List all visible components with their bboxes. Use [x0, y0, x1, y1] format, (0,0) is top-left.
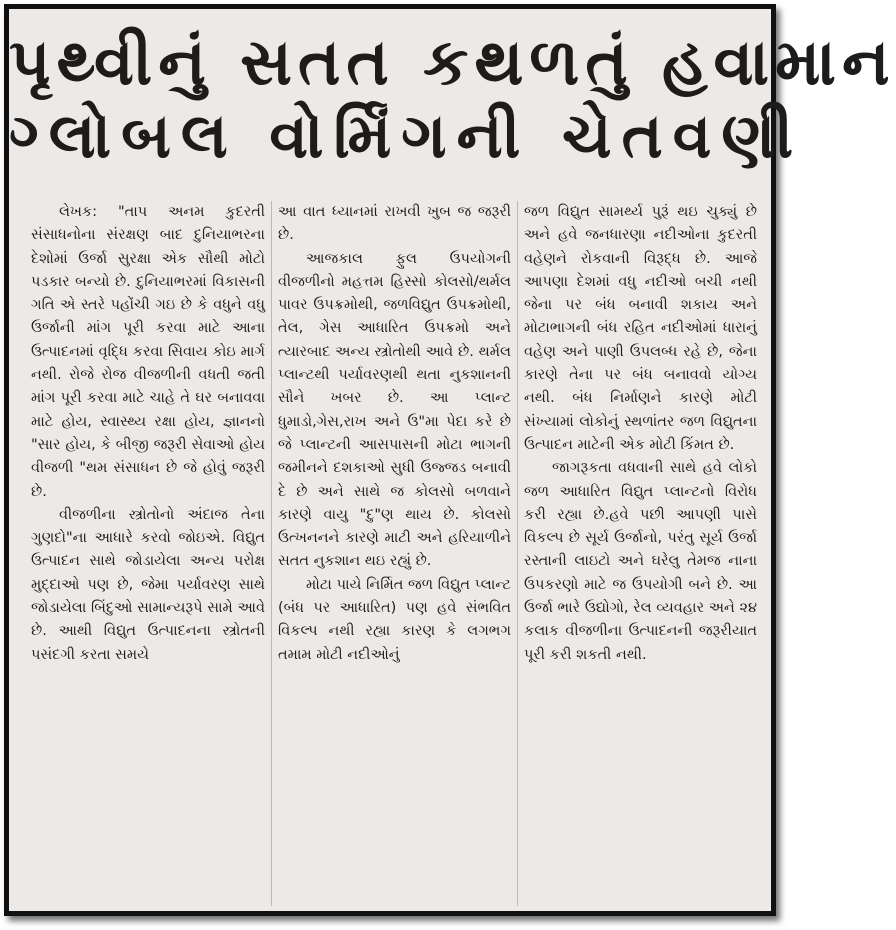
- paragraph: મોટા પાયે નિર્મિત જળ વિદ્યુત પ્લાન્ટ (બંધ પર આધારિત) પણ હવે સંભવિત વિકલ્પ નથી રહ્યા કારણ કે લગભગ તમામ મોટી નદીઓનું: [278, 576, 511, 663]
- paragraph: આ વાત ધ્યાનમાં રાખવી ખુબ જ જરૂરી છે.: [278, 204, 511, 244]
- headline-line-2: ગ્લોબલ વોર્મિંગની ચેતવણી: [9, 99, 804, 172]
- paragraph: જાગરૂકતા વધવાની સાથે હવે લોકો જળ આધારિત વિદ્યુત પ્લાન્ટનો વિરોધ કરી રહ્યા છે.હવે પછી આપણી પાસે વિકલ્પ છે સૂર્ય ઉર્જાનો, પરંતુ સૂર્ય ઉર્જા રસ્તાની લાઇટો અને ઘરેલુ તેમજ નાના ઉપકરણો માટે જ ઉપયોગી બને છે. આ ઉર્જા ભારે ઉદ્યોગો, રેલ વ્યવહાર અને ૨૪ કલાક વીજળીના ઉત્પાદનની જરૂરીયાત પૂરી કરી શકતી નથી.: [524, 460, 757, 663]
- paragraph: લેખક: "તાપ અનમ કુદરતી સંસાધનોના સંરક્ષણ બાદ દુનિયાભરના દેશોમાં ઉર્જા સુરક્ષા એક સૌથી મોટો પડકાર બન્યો છે. દુનિયાભરમાં વિકાસની ગતિ એ સ્તરે પહોંચી ગઇ છે કે વધુને વધુ ઉર્જાની માંગ પૂરી કરવા માટે આના ઉત્પાદનમાં વૃદ્ધિ કરવા સિવાય કોઇ માર્ગ નથી. રોજે રોજ વીજળીની વધતી જતી માંગ પૂરી કરવા માટે ચાહે તે ઘર બનાવવા માટે હોય, સ્વાસ્થ્ય રક્ષા હોય, જ્ઞાનનો "સાર હોય, કે બીજી જરૂરી સેવાઓ હોય વીજળી "થમ સંસાધન છે જે હોવું જરૂરી છે.: [31, 204, 265, 500]
- paragraph: વીજળીના સ્ત્રોતોનો અંદાજ તેના ગુણદો"ના આધારે કરવો જોઇએ. વિદ્યુત ઉત્પાદન સાથે જોડાયેલા અન્ય પરોક્ષ મુદ્દાઓ પણ છે, જેમા પર્યાવરણ સાથે જોડાયેલા બિંદુઓ સામાન્યરૂપે સામે આવે છે. આથી વિદ્યુત ઉત્પાદનના સ્ત્રોતની પસંદગી કરતા સમયે: [31, 506, 265, 663]
- paragraph: જળ વિદ્યુત સામર્થ્ય પુરૂં થઇ ચુક્યું છે અને હવે જનધારણા નદીઓના કુદરતી વહેણને રોકવાની વિરૂદ્ધ છે. આજે આપણા દેશમાં વધુ નદીઓ બચી નથી જેના પર બંધ બનાવી શકાય અને મોટાભાગની બંધ રહિત નદીઓમાં ધારાનું વહેણ અને પાણી ઉપલબ્ધ રહે છે, જેના કારણે તેના પર બંધ બનાવવો યોગ્ય નથી. બંધ નિર્માણને કારણે મોટી સંખ્યામાં લોકોનું સ્થળાંતર જળ વિદ્યુતના ઉત્પાદન માટેની એક મોટી કિંમત છે.: [524, 204, 757, 453]
- column-1: [25, 201, 271, 906]
- column-2: [271, 201, 517, 906]
- article-columns: [25, 201, 765, 906]
- column-3: [517, 201, 763, 906]
- paragraph: આજકાલ ફુલ ઉપયોગની વીજળીનો મહત્તમ હિસ્સો કોલસો/થર્મલ પાવર ઉપક્રમોથી, જળવિદ્યુત ઉપક્રમોથી, તેલ, ગેસ આધારિત ઉપક્રમો અને ત્યારબાદ અન્ય સ્ત્રોતોથી આવે છે. થર્મલ પ્લાન્ટથી પર્યાવરણથી થતા નુકશાનની સૌને ખબર છે. આ પ્લાન્ટ ધુમાડો,ગેસ,રાખ અને ઉ"મા પેદા કરે છે જે પ્લાન્ટની આસપાસની મોટા ભાગની જમીનને દશકાઓ સુધી ઉજ્જડ બનાવી દે છે અને સાથે જ કોલસો બળવાને કારણે વાયુ "દુ"ણ થાય છે. કોલસો ઉત્ખનનને કારણે માટી અને હરિયાળીને સતત નુકશાન થઇ રહ્યું છે.: [278, 250, 511, 570]
- headline-line-1: પૃથ્વીનું સતત કથળતું હવામાન: [9, 25, 896, 100]
